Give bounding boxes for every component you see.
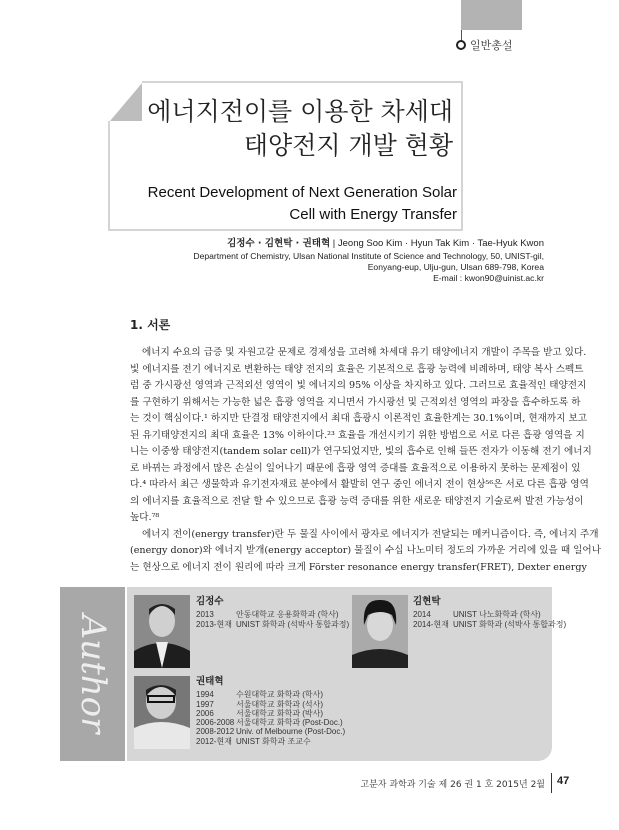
history-row bbox=[196, 700, 345, 709]
history-year: 2008-2012 bbox=[196, 727, 235, 737]
history-entry: 서울대학교 화학과 (Post-Doc.) bbox=[236, 718, 343, 728]
body-line: (energy donor)와 에너지 받개(energy acceptor) 물질이 수십 나노미터 정도의 가까운 거리에 있을 때 일어나 bbox=[130, 545, 601, 556]
history-row bbox=[196, 737, 345, 746]
authors-english: Jeong Soo Kim · Hyun Tak Kim · Tae-Hyuk Kwon bbox=[337, 238, 544, 249]
body-text bbox=[130, 345, 601, 576]
author-box bbox=[60, 587, 567, 761]
history-year: 1997 bbox=[196, 699, 214, 709]
history-year: 2013-현재 bbox=[196, 619, 232, 629]
author-line: 김정수 · 김현탁 · 권태혁 | Jeong Soo Kim · Hyun Tak Kim · Tae-Hyuk Kwon bbox=[227, 238, 544, 249]
body-line: 니는 이중쌍 태양전지(tandem solar cell)가 연구되었지만, 빛의 흡수로 인해 들뜬 전자가 이동해 전기 에너지 bbox=[130, 446, 592, 457]
body-line: 로 바뀌는 과정에서 많은 손실이 일어나기 때문에 흡광 영역 증대를 효율적으로 이용하지 못하는 문제점이 있 bbox=[130, 462, 581, 474]
english-title-line: Cell with Energy Transfer bbox=[289, 206, 457, 223]
category-text: 일반총설 bbox=[470, 39, 513, 52]
author-photo bbox=[134, 676, 190, 749]
history-row bbox=[196, 690, 345, 699]
body-line: 는 것이 핵심이다.¹ 하지만 단결정 태양전지에서 최대 흡광시 이론적인 효율한계는 30.1%이며, 현재까지 보고 bbox=[130, 413, 587, 424]
history-year: 2014 bbox=[413, 610, 431, 620]
footer-divider bbox=[551, 773, 552, 793]
body-line: 럼 중 가시광선 영역과 근적외선 영역이 빛 에너지의 95% 이상을 차지하고 있다. 그러므로 효율적인 태양전지 bbox=[130, 380, 587, 391]
author-photo bbox=[352, 595, 408, 668]
body-line: 를 구현하기 위해서는 가능한 넓은 흡광 영역을 지니면서 가시광선 및 근적외선 영역의 파장을 흡수하도록 하 bbox=[130, 396, 581, 408]
journal-info: 고분자 과학과 기술 제 26 권 1 호 2015년 2월 bbox=[360, 780, 545, 790]
author-label: Author bbox=[73, 614, 113, 734]
body-line: 에너지 전이(energy transfer)란 두 물질 사이에서 광자로 에너지가 전달되는 메커니즘이다. 즉, 에너지 주개 bbox=[142, 528, 599, 540]
history-row bbox=[196, 718, 345, 727]
history-year: 2012-현재 bbox=[196, 736, 232, 746]
history-row bbox=[196, 610, 349, 619]
history-year: 2014-현재 bbox=[413, 619, 449, 629]
page-number: 47 bbox=[557, 775, 570, 787]
author-name: 김정수 bbox=[196, 596, 224, 607]
category-label bbox=[456, 37, 513, 53]
section-tab bbox=[461, 0, 522, 30]
folded-corner-icon bbox=[108, 81, 142, 121]
history-row bbox=[196, 709, 345, 718]
korean-title-line: 에너지전이를 이용한 차세대 bbox=[147, 97, 453, 126]
email: E-mail : kwon90@uinist.ac.kr bbox=[433, 273, 544, 283]
history-year: 2013 bbox=[196, 610, 214, 620]
history-entry: Univ. of Melbourne (Post-Doc.) bbox=[236, 727, 346, 737]
author-photo bbox=[134, 595, 190, 668]
affiliation bbox=[193, 251, 544, 284]
body-line: 에너지 수요의 급증 및 자원고갈 문제로 경제성을 고려해 차세대 유기 태양에너지 개발이 주목을 받고 있다. bbox=[142, 347, 587, 358]
history-row bbox=[413, 610, 566, 619]
english-title bbox=[148, 182, 457, 226]
history-row bbox=[413, 620, 566, 629]
english-title-line: Recent Development of Next Generation Solar bbox=[147, 184, 457, 201]
author-name: 권태혁 bbox=[196, 676, 224, 687]
body-line: 된 유기태양전지의 최대 효율은 13% 이하이다.²³ 효율을 개선시키기 위한 방법으로 서로 다른 흡광 영역을 지 bbox=[130, 429, 585, 441]
authors-korean: 김정수 · 김현탁 · 권태혁 bbox=[227, 238, 331, 249]
history-row bbox=[196, 727, 345, 736]
body-line: 의 에너지를 효율적으로 전달 할 수 있으므로 흡광 능력 증대를 위한 새로운 태양전지 기술로써 발전 가능성이 bbox=[130, 495, 584, 507]
history-entry: UNIST 화학과 (석박사 통합과정) bbox=[236, 619, 350, 629]
history-year: 1994 bbox=[196, 690, 214, 700]
affiliation-line: Eonyang-eup, Ulju-gun, Ulsan 689-798, Korea bbox=[367, 262, 544, 272]
author-strip bbox=[60, 587, 127, 761]
affiliation-line: Department of Chemistry, Ulsan National Institute of Science and Technology, 50, UNIST-gil, bbox=[193, 251, 544, 261]
body-line: 높다.⁷⁸ bbox=[130, 512, 160, 523]
author-profile bbox=[196, 677, 345, 746]
history-entry: 서울대학교 화학과 (박사) bbox=[236, 708, 324, 718]
history-year: 2006 bbox=[196, 708, 214, 718]
history-entry: 안동대학교 응용화학과 (학사) bbox=[236, 610, 339, 620]
body-line: 다.⁴ 따라서 최근 생물학과 유기전자재료 분야에서 활발히 연구 중인 에너지 전이 현상⁵⁶은 서로 다른 흡광 영역 bbox=[130, 479, 589, 490]
body-line: 빛 에너지를 전기 에너지로 변환하는 태양 전지의 효율은 기본적으로 흡광 능력에 비례하며, 태양 복사 스펙트 bbox=[130, 363, 584, 375]
author-profile bbox=[196, 597, 349, 629]
history-entry: 수원대학교 화학과 (학사) bbox=[236, 690, 324, 700]
history-entry: UNIST 나노화학과 (학사) bbox=[453, 610, 541, 620]
history-entry: 서울대학교 화학과 (석사) bbox=[236, 699, 324, 709]
body-line: 는 현상으로 에너지 전이 원리에 따라 크게 Förster resonance energy transfer(FRET), Dexter energy bbox=[130, 561, 587, 573]
history-year: 2006-2008 bbox=[196, 718, 235, 728]
section-heading: 1. 서론 bbox=[130, 318, 171, 332]
history-entry: UNIST 화학과 조교수 bbox=[236, 736, 311, 746]
history-row bbox=[196, 620, 349, 629]
korean-title-line: 태양전지 개발 현황 bbox=[243, 131, 453, 160]
history-entry: UNIST 화학과 (석박사 통합과정) bbox=[453, 619, 567, 629]
circle-bullet-icon bbox=[456, 40, 466, 50]
title-box bbox=[108, 81, 463, 231]
author-name: 김현탁 bbox=[413, 596, 441, 607]
author-profile bbox=[413, 597, 566, 629]
korean-title bbox=[147, 95, 453, 163]
